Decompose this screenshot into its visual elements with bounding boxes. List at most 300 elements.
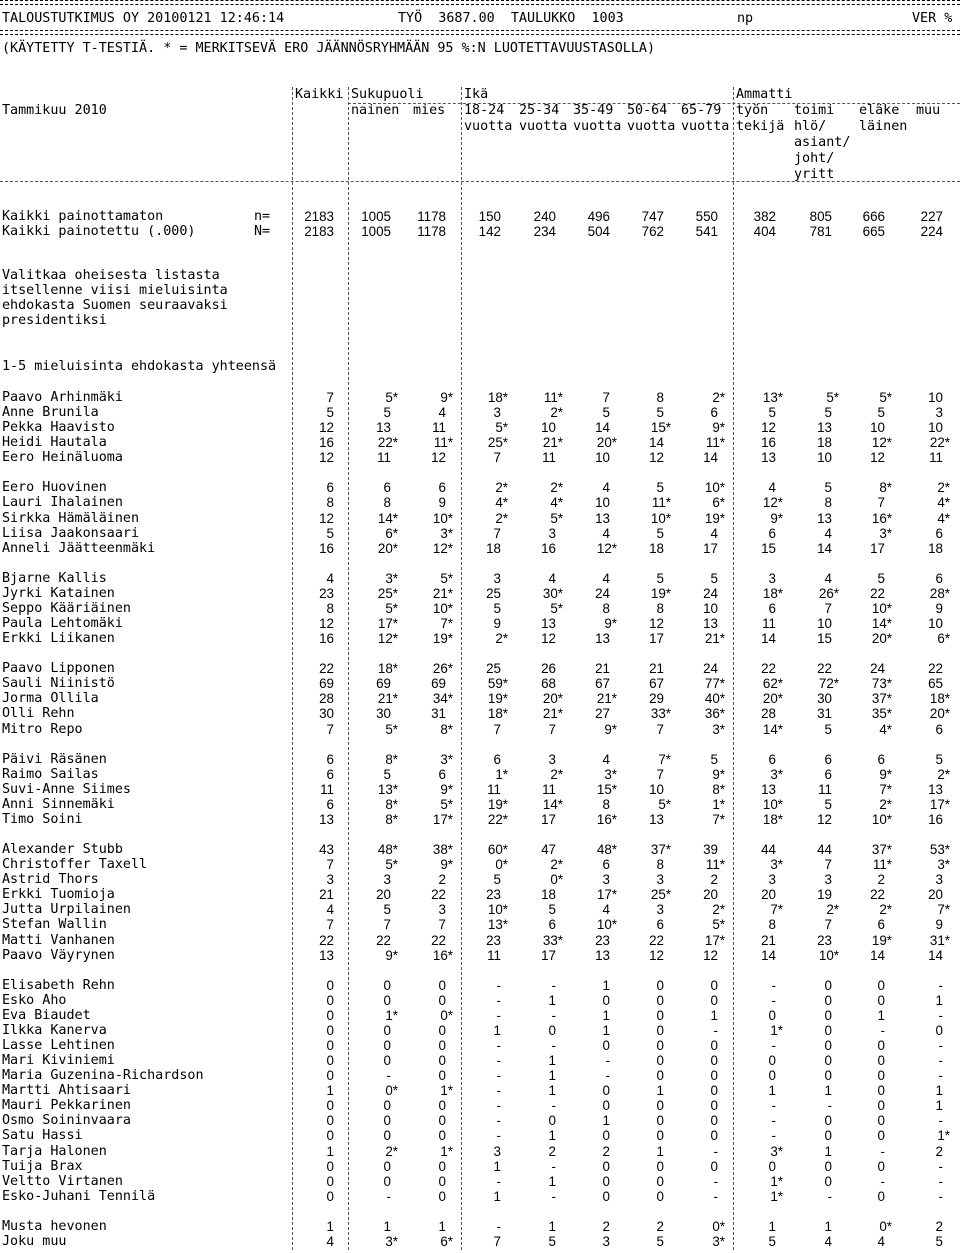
- table-cell: 0: [710, 1113, 718, 1129]
- table-row: [0, 767, 960, 782]
- table-row: [0, 224, 960, 239]
- table-cell: 1: [548, 1173, 556, 1189]
- table-cell: 12: [319, 510, 334, 526]
- table-cell: 1: [877, 1007, 885, 1023]
- table-cell: 4: [326, 1233, 334, 1249]
- table-cell: 3*: [385, 570, 398, 586]
- table-cell: 39: [703, 842, 718, 858]
- table-cell: 0: [877, 1083, 885, 1099]
- table-cell: 8: [383, 495, 391, 511]
- table-cell: 44: [761, 842, 776, 858]
- table-cell: -: [771, 992, 776, 1008]
- table-cell: 14: [928, 947, 943, 963]
- row-label: Mari Kiviniemi: [2, 1053, 115, 1069]
- table-cell: -: [713, 1173, 718, 1189]
- table-cell: 5: [326, 525, 334, 541]
- table-cell: 16*: [871, 510, 892, 526]
- table-cell: 404: [753, 224, 776, 239]
- table-cell: 9*: [440, 390, 453, 405]
- table-cell: 21*: [596, 691, 617, 707]
- table-cell: 14*: [377, 510, 398, 526]
- header-rule: [0, 30, 960, 35]
- table-cell: 10*: [432, 600, 453, 616]
- table-cell: 11: [487, 781, 501, 797]
- table-cell: 2: [656, 1218, 664, 1234]
- table-cell: -: [880, 1173, 885, 1189]
- table-cell: 7: [326, 857, 334, 873]
- table-cell: 2*: [495, 510, 508, 526]
- row-label: Osmo Soininvaara: [2, 1113, 131, 1129]
- table-cell: 1: [548, 1218, 556, 1234]
- table-cell: 15*: [596, 781, 617, 797]
- row-label: Anneli Jäätteenmäki: [2, 540, 156, 556]
- table-cell: 0: [656, 1022, 664, 1038]
- table-cell: 13: [703, 616, 718, 632]
- col-age-1: 18-24: [464, 103, 505, 118]
- table-cell: 5: [493, 872, 501, 888]
- table-cell: 224: [920, 224, 943, 239]
- table-row: [0, 722, 960, 737]
- table-cell: 3*: [712, 1233, 725, 1249]
- table-cell: 22: [870, 887, 885, 903]
- table-cell: 67: [595, 676, 610, 692]
- table-row: [0, 1219, 960, 1234]
- col-occ3-line1: eläke: [859, 103, 900, 118]
- table-cell: 227: [920, 209, 943, 224]
- table-cell: 4: [602, 570, 610, 586]
- table-row: [0, 902, 960, 917]
- table-cell: 0: [326, 977, 334, 993]
- table-cell: 11: [542, 450, 556, 466]
- table-cell: 13: [376, 420, 391, 436]
- table-cell: 1*: [770, 1173, 783, 1189]
- table-cell: 21: [649, 661, 664, 677]
- table-cell: 6: [768, 600, 776, 616]
- table-cell: 0: [383, 1128, 391, 1144]
- table-cell: 0: [877, 1098, 885, 1114]
- table-cell: 12: [761, 420, 776, 436]
- table-cell: 0: [438, 1038, 446, 1053]
- table-cell: 22: [928, 661, 943, 677]
- table-row: [0, 511, 960, 526]
- table-cell: 8: [326, 495, 334, 511]
- table-cell: 8: [768, 917, 776, 933]
- table-cell: 33*: [650, 706, 671, 722]
- row-label: Musta hevonen: [2, 1218, 107, 1234]
- table-cell: -: [880, 1022, 885, 1038]
- table-cell: 18: [649, 540, 664, 556]
- table-row: [0, 1174, 960, 1189]
- table-cell: 37*: [650, 842, 671, 858]
- row-label: Anne Brunila: [2, 405, 99, 421]
- table-cell: 10*: [487, 902, 508, 918]
- table-cell: 24: [595, 585, 610, 601]
- table-cell: 0: [768, 1007, 776, 1023]
- table-cell: 7*: [937, 902, 950, 918]
- table-cell: -: [938, 1158, 943, 1174]
- table-cell: 1: [602, 1022, 610, 1038]
- table-cell: 22: [319, 661, 334, 677]
- table-cell: 13: [817, 420, 832, 436]
- table-cell: 17*: [704, 932, 725, 948]
- table-cell: 2: [935, 1218, 943, 1234]
- table-row: [0, 1083, 960, 1098]
- table-cell: 5*: [495, 420, 508, 436]
- table-cell: 3: [493, 1143, 501, 1159]
- table-row: [0, 405, 960, 420]
- table-cell: 5: [656, 405, 664, 421]
- row-label: Jorma Ollila: [2, 691, 99, 707]
- table-cell: 0: [710, 1098, 718, 1114]
- table-cell: 6: [877, 917, 885, 933]
- table-cell: 10: [703, 600, 718, 616]
- question-line-2: itsellenne viisi mieluisinta: [2, 283, 228, 298]
- table-cell: 7: [548, 721, 556, 737]
- table-cell: 16: [319, 631, 334, 647]
- table-cell: 3*: [440, 751, 453, 767]
- table-row: [0, 782, 960, 797]
- table-cell: 10: [870, 420, 885, 436]
- table-cell: 1: [602, 1007, 610, 1023]
- table-cell: 0: [602, 1038, 610, 1053]
- table-cell: 1005: [361, 224, 391, 239]
- table-cell: 12: [703, 947, 718, 963]
- table-cell: -: [827, 1188, 832, 1204]
- table-cell: 0: [326, 1113, 334, 1129]
- table-cell: 0: [326, 1007, 334, 1023]
- col-male: mies: [413, 103, 446, 118]
- col-age-4: 50-64: [627, 103, 668, 118]
- table-cell: 14: [595, 420, 610, 436]
- table-cell: 1178: [417, 209, 446, 224]
- table-cell: 8: [326, 600, 334, 616]
- question-line-1: Valitkaa oheisesta listasta: [2, 268, 220, 283]
- table-cell: 0: [602, 1158, 610, 1174]
- table-row: [0, 495, 960, 510]
- table-cell: 16*: [596, 811, 617, 827]
- table-cell: 0: [656, 992, 664, 1008]
- table-cell: 2*: [712, 390, 725, 405]
- table-row: [0, 571, 960, 586]
- col-age-unit-3: vuotta: [573, 119, 622, 134]
- table-cell: 3: [602, 1233, 610, 1249]
- table-cell: 5: [768, 405, 776, 421]
- table-cell: 6: [768, 751, 776, 767]
- table-cell: 3*: [937, 857, 950, 873]
- table-cell: -: [938, 1113, 943, 1129]
- table-cell: 6: [493, 751, 501, 767]
- significance-note: (KÄYTETTY T-TESTIÄ. * = MERKITSEVÄ ERO JÄÄNNÖSRYHMÄÄN 95 %:N LUOTETTAVUUSTASOLLA): [2, 41, 656, 56]
- table-cell: 14: [870, 947, 885, 963]
- table-cell: 4: [438, 405, 446, 421]
- table-row: [0, 209, 960, 224]
- table-cell: 48*: [377, 842, 398, 858]
- row-label: Seppo Kääriäinen: [2, 600, 131, 616]
- table-cell: 5: [656, 480, 664, 496]
- table-cell: 1: [935, 992, 943, 1008]
- table-cell: 0: [824, 1038, 832, 1053]
- table-cell: 5: [935, 1233, 943, 1249]
- table-cell: 14: [761, 947, 776, 963]
- table-cell: 1: [326, 1143, 334, 1159]
- table-cell: -: [771, 977, 776, 993]
- table-row: [0, 691, 960, 706]
- table-cell: 12: [870, 450, 885, 466]
- table-cell: -: [496, 1053, 501, 1069]
- table-cell: 0: [438, 992, 446, 1008]
- row-label: Eero Huovinen: [2, 480, 107, 496]
- table-cell: 3*: [440, 525, 453, 541]
- table-cell: 13: [319, 947, 334, 963]
- row-label: Paula Lehtomäki: [2, 616, 123, 632]
- table-cell: 11*: [705, 435, 725, 451]
- table-cell: 19*: [487, 796, 508, 812]
- table-row: [0, 1189, 960, 1204]
- row-label: Timo Soini: [2, 811, 83, 827]
- table-cell: 0: [326, 1098, 334, 1114]
- table-cell: -: [880, 1143, 885, 1159]
- table-cell: 20*: [377, 540, 398, 556]
- table-cell: 6: [824, 751, 832, 767]
- table-cell: 7: [824, 600, 832, 616]
- table-cell: 11*: [433, 435, 453, 451]
- table-cell: 19*: [650, 585, 671, 601]
- table-cell: 8*: [385, 796, 398, 812]
- col-occ3-line2: läinen: [859, 119, 908, 134]
- row-label: Christoffer Taxell: [2, 857, 148, 873]
- table-cell: 2: [935, 1143, 943, 1159]
- table-cell: 19*: [487, 691, 508, 707]
- table-cell: 7: [493, 525, 501, 541]
- table-cell: 10: [928, 420, 943, 436]
- table-cell: 1: [548, 992, 556, 1008]
- row-label: Esko Aho: [2, 992, 67, 1008]
- table-cell: 5: [383, 766, 391, 782]
- table-cell: 1: [935, 1098, 943, 1114]
- table-cell: 5*: [712, 917, 725, 933]
- table-cell: 1: [493, 1158, 501, 1174]
- table-cell: 0: [326, 1158, 334, 1174]
- table-cell: 0: [383, 1053, 391, 1069]
- table-cell: 9: [438, 495, 446, 511]
- table-cell: 5: [710, 570, 718, 586]
- table-cell: 23: [486, 887, 501, 903]
- table-cell: 37*: [871, 691, 892, 707]
- table-row: [0, 1023, 960, 1038]
- table-cell: 5: [383, 405, 391, 421]
- table-cell: 5*: [440, 796, 453, 812]
- table-cell: 0: [438, 1188, 446, 1204]
- table-cell: 0*: [495, 857, 508, 873]
- table-cell: -: [496, 1113, 501, 1129]
- table-cell: 7: [383, 917, 391, 933]
- table-cell: 0: [548, 1022, 556, 1038]
- table-cell: 3: [602, 872, 610, 888]
- table-cell: 8: [602, 796, 610, 812]
- table-cell: 22: [431, 932, 446, 948]
- table-cell: 13: [595, 631, 610, 647]
- table-cell: 0: [824, 1068, 832, 1084]
- table-cell: 13: [649, 811, 664, 827]
- table-cell: 3*: [770, 857, 783, 873]
- table-cell: 4: [824, 525, 832, 541]
- row-label: Astrid Thors: [2, 872, 99, 888]
- table-cell: 0: [383, 1158, 391, 1174]
- table-cell: 4: [602, 751, 610, 767]
- table-cell: 25*: [487, 435, 508, 451]
- table-cell: 0: [656, 1128, 664, 1144]
- table-cell: 65: [928, 676, 943, 692]
- table-row: [0, 1234, 960, 1249]
- table-cell: 5: [548, 902, 556, 918]
- table-cell: -: [551, 1007, 556, 1023]
- row-label: Martti Ahtisaari: [2, 1083, 131, 1099]
- table-cell: 4: [548, 570, 556, 586]
- table-cell: 15*: [650, 420, 671, 436]
- table-cell: 0: [548, 1113, 556, 1129]
- table-cell: 43: [319, 842, 334, 858]
- table-cell: -: [496, 1098, 501, 1114]
- table-cell: 8: [656, 390, 664, 405]
- table-cell: 0: [438, 1098, 446, 1114]
- table-cell: 14*: [762, 721, 783, 737]
- table-cell: 0: [768, 1158, 776, 1174]
- table-row: [0, 872, 960, 887]
- table-cell: 4: [602, 525, 610, 541]
- table-cell: 2*: [550, 857, 563, 873]
- table-cell: 4*: [495, 495, 508, 511]
- table-cell: 11: [487, 947, 501, 963]
- table-cell: 6: [935, 525, 943, 541]
- table-cell: 6: [935, 721, 943, 737]
- table-cell: 8*: [712, 781, 725, 797]
- table-cell: 0: [326, 1022, 334, 1038]
- table-cell: 23: [486, 932, 501, 948]
- table-cell: 21*: [542, 706, 563, 722]
- table-cell: -: [771, 1128, 776, 1144]
- table-cell: 0: [383, 992, 391, 1008]
- table-cell: 0: [710, 1128, 718, 1144]
- table-cell: 0: [438, 1022, 446, 1038]
- table-cell: 22: [649, 932, 664, 948]
- table-cell: 7: [493, 721, 501, 737]
- table-cell: 4: [824, 570, 832, 586]
- table-cell: 11: [377, 450, 391, 466]
- table-cell: 26*: [432, 661, 453, 677]
- col-age-unit-4: vuotta: [627, 119, 676, 134]
- table-cell: 3: [935, 872, 943, 888]
- row-label: Jyrki Katainen: [2, 585, 115, 601]
- table-cell: 0: [438, 1068, 446, 1084]
- table-cell: 8*: [440, 721, 453, 737]
- table-cell: 12: [649, 947, 664, 963]
- table-cell: 1: [710, 1007, 718, 1023]
- table-cell: 8: [656, 857, 664, 873]
- table-cell: 30: [319, 706, 334, 722]
- table-row: [0, 978, 960, 993]
- table-cell: 10: [928, 616, 943, 632]
- table-cell: 0*: [550, 872, 563, 888]
- table-cell: 60*: [487, 842, 508, 858]
- table-cell: 13: [928, 781, 943, 797]
- table-cell: 18: [486, 540, 501, 556]
- table-cell: 1: [768, 1083, 776, 1099]
- table-cell: 4*: [550, 495, 563, 511]
- table-cell: 5: [548, 1233, 556, 1249]
- table-row: [0, 812, 960, 827]
- row-label: Lasse Lehtinen: [2, 1038, 115, 1053]
- table-row: [0, 480, 960, 495]
- table-cell: 13: [319, 811, 334, 827]
- table-cell: 3: [438, 902, 446, 918]
- table-cell: 21*: [432, 585, 453, 601]
- table-cell: 6: [935, 570, 943, 586]
- col-occ2-line3: asiant/: [794, 135, 851, 150]
- table-cell: 9*: [440, 857, 453, 873]
- table-cell: 11: [542, 781, 556, 797]
- table-cell: 16: [761, 435, 776, 451]
- table-cell: 3: [656, 872, 664, 888]
- table-cell: 20*: [762, 691, 783, 707]
- table-cell: 17: [870, 540, 885, 556]
- table-cell: 0: [326, 1128, 334, 1144]
- table-cell: 17: [541, 947, 556, 963]
- table-cell: 1: [602, 977, 610, 993]
- table-cell: 6*: [440, 1233, 453, 1249]
- subheading: 1-5 mieluisinta ehdokasta yhteensä: [2, 359, 277, 374]
- table-cell: 22*: [929, 435, 950, 451]
- table-cell: 1178: [417, 224, 446, 239]
- table-cell: 29: [649, 691, 664, 707]
- table-cell: 7*: [440, 616, 453, 632]
- table-cell: 3: [768, 570, 776, 586]
- table-row: [0, 797, 960, 812]
- table-cell: 13*: [762, 390, 783, 405]
- table-cell: -: [386, 1188, 391, 1204]
- table-cell: 8*: [879, 480, 892, 496]
- table-cell: 6: [326, 480, 334, 496]
- table-cell: 26*: [818, 585, 839, 601]
- table-cell: 9*: [712, 420, 725, 436]
- table-cell: 5*: [550, 600, 563, 616]
- table-cell: 2*: [937, 766, 950, 782]
- table-cell: 18: [928, 540, 943, 556]
- row-label: Stefan Wallin: [2, 917, 107, 933]
- row-label: Päivi Räsänen: [2, 751, 107, 767]
- table-cell: 0: [602, 992, 610, 1008]
- table-cell: 10: [928, 390, 943, 405]
- table-cell: 2*: [879, 902, 892, 918]
- table-cell: 22*: [487, 811, 508, 827]
- table-cell: 0: [326, 1188, 334, 1204]
- col-group-occupation: Ammatti: [736, 87, 793, 102]
- table-cell: 17*: [929, 796, 950, 812]
- table-cell: 2*: [879, 796, 892, 812]
- table-cell: 0: [710, 1053, 718, 1069]
- table-cell: 5: [824, 405, 832, 421]
- table-cell: 12*: [596, 540, 617, 556]
- table-row: [0, 842, 960, 857]
- table-cell: 47: [541, 842, 556, 858]
- table-cell: -: [496, 992, 501, 1008]
- table-cell: 11: [818, 781, 832, 797]
- table-cell: -: [605, 1053, 610, 1069]
- table-cell: 21: [761, 932, 776, 948]
- col-total: Kaikki: [295, 87, 344, 102]
- row-label: Lauri Ihalainen: [2, 495, 123, 511]
- table-cell: 25*: [377, 585, 398, 601]
- table-cell: 18: [541, 887, 556, 903]
